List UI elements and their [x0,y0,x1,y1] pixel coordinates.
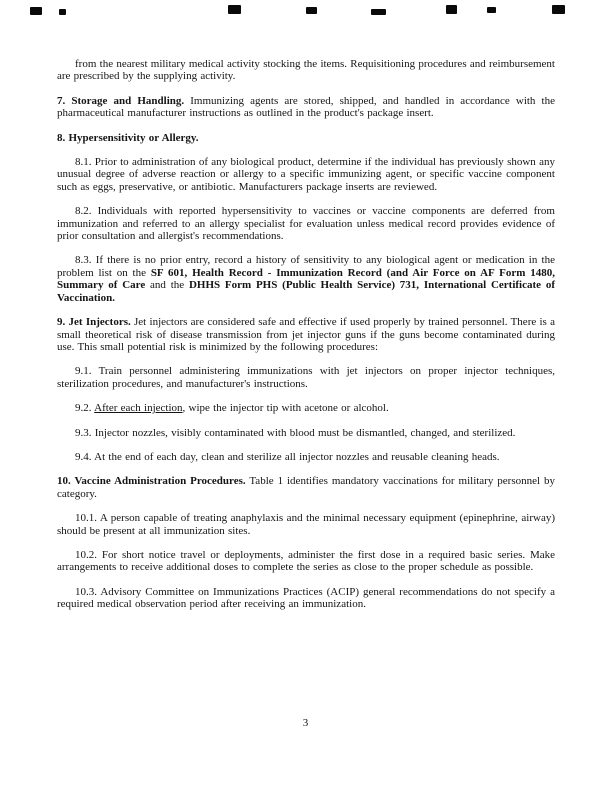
subparagraph-9-2-underlined-phrase: After each injection [94,402,183,415]
paragraph-10 [57,475,555,500]
paragraph-7-body: Immunizing agents are stored, shipped, and handled in accordance with the pharmaceutical manufacturer instructions as outlined in the product's package insert. [57,94,555,120]
scan-artifact-mark [306,7,317,14]
subparagraph-9-4: 9.4. At the end of each day, clean and sterilize all injector nozzles and reusable cleaning heads. [75,450,500,463]
subparagraph-10-2: 10.2. For short notice travel or deployments, administer the first dose in a required basic series. Make arrangements to receive additional doses to complete the series as close to the proper schedule as possible. [57,548,555,574]
subparagraph-9-2-number: 9.2. [75,402,95,415]
paragraph-10-body: Table 1 identifies mandatory vaccinations for military personnel by category. [57,475,555,500]
subparagraph-9-2 [57,402,555,414]
paragraph-9 [57,316,555,353]
subparagraph-9-2-rest: , wipe the injector tip with acetone or alcohol. [182,402,389,415]
continuation-paragraph: from the nearest military medical activity stocking the items. Requisitioning procedures and reimbursement are prescribed by the supplying activity. [57,58,555,83]
paragraph-9-body: Jet injectors are considered safe and effective if used properly by trained personnel. There is a small theoretical risk of disease transmission from jet injector guns if the guns become contaminated during use. This small potential risk is minimized by the following procedures: [57,316,555,353]
paragraph-7-heading: 7. Storage and Handling. [57,94,185,107]
scan-artifact-mark [371,9,386,15]
scan-artifact-mark [446,5,457,14]
paragraph-10-heading: 10. Vaccine Administration Procedures. [57,475,246,488]
form-reference-sf-601: SF 601, Health Record - Immunization Record (and Air Force on AF Form 1480, Summary of Care [57,266,555,292]
subparagraph-8-3-text: 8.3. If there is no prior entry, record a history of sensitivity to any biological agent or medication in the problem list on the [57,254,555,279]
scan-artifact-mark [552,5,565,14]
page-number: 3 [302,717,309,729]
paragraph-8-heading [57,132,555,144]
subparagraph-9-3: 9.3. Injector nozzles, visibly contaminated with blood must be dismantled, changed, and sterilized. [75,426,516,439]
scan-artifact-mark [59,9,66,15]
subparagraph-9-1: 9.1. Train personnel administering immunizations with jet injectors on proper injector techniques, sterilization procedures, and manufacturer's instructions. [57,365,555,390]
form-reference-phs-731: DHHS Form PHS (Public Health Service) 731, International Certificate of Vaccination. [57,279,555,304]
paragraph-8-heading-text: 8. Hypersensitivity or Allergy. [57,131,199,144]
scan-artifact-mark [487,7,496,13]
subparagraph-8-3 [57,254,555,304]
paragraph-7 [57,95,555,120]
scan-artifact-mark [228,5,241,14]
subparagraph-8-3-connector: and the [145,279,189,292]
subparagraph-8-1: 8.1. Prior to administration of any biological product, determine if the individual has previously shown any unusual degree of adverse reaction or allergy to a specific immunizing agent, or specific vaccine component such as eggs, preservative, or antibiotic. Manufacturers package inserts are reviewed. [57,156,555,193]
subparagraph-10-3: 10.3. Advisory Committee on Immunizations Practices (ACIP) general recommendations do not specify a required medical observation period after receiving an immunization. [57,585,555,611]
paragraph-9-heading: 9. Jet Injectors. [57,316,131,329]
subparagraph-10-1: 10.1. A person capable of treating anaphylaxis and the minimal necessary equipment (epinephrine, airway) should be present at all immunization sites. [57,512,555,537]
scan-artifact-mark [30,7,42,15]
subparagraph-8-2: 8.2. Individuals with reported hypersensitivity to vaccines or vaccine components are deferred from immunization and referred to an allergy specialist for evaluation unless medical record provides evidence of prior consultation and allergist's recommendations. [57,205,555,243]
